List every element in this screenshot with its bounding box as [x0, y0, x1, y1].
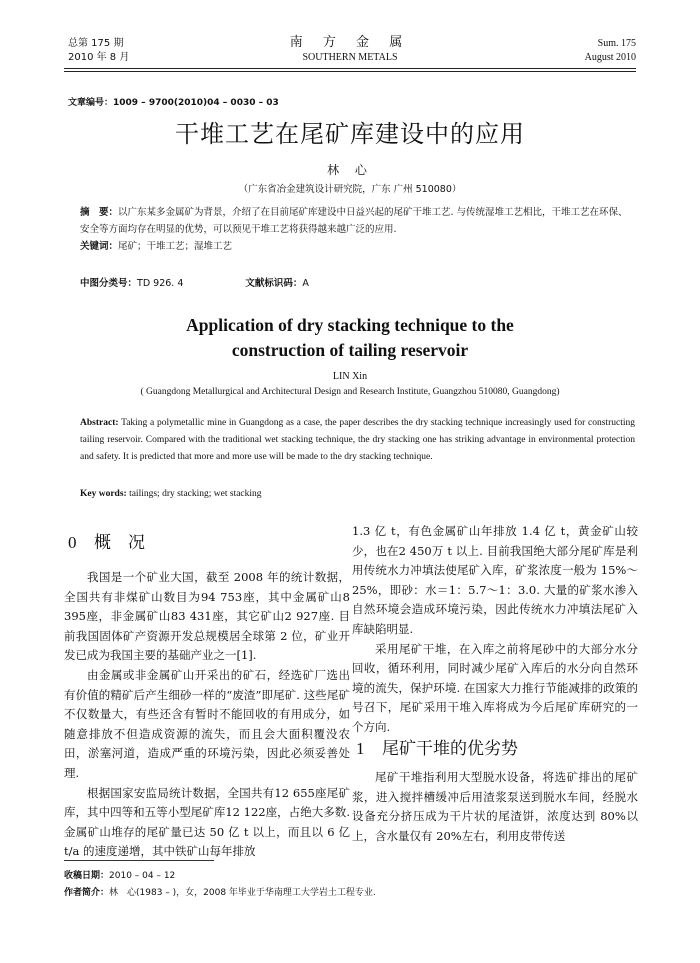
received-date: 2010 – 04 – 12: [109, 871, 176, 881]
abstract-en-text: Taking a polymetallic mine in Guangdong as a case, the paper describes the dry stacking technique increasingly used for constructing tailing reservoir. Compared with the traditional wet stacking technique, the dry stacking one has striking advantage in environmental protection and safety. It is predicted that more and more use will be made to the dry stacking technique.: [80, 418, 635, 463]
issue-number: 总第 175 期: [68, 38, 124, 49]
affiliation-cn: （广东省冶金建筑设计研究院，广东 广州 510080）: [238, 184, 462, 195]
footnote-author: [64, 885, 376, 898]
paragraph: 我国是一个矿业大国，截至 2008 年的统计数据，全国共有非煤矿山数目为94 753座，其中金属矿山8 395座，非金属矿山83 431座，其它矿山2 927座. 目前我国固体矿产资源开发总规模居全球第 2 位，矿业开发已成为我国主要的基础产业之一[1].: [64, 570, 350, 663]
left-column: [64, 568, 350, 862]
section-1-title: 尾矿干堆的优劣势: [382, 739, 518, 759]
classification-row: [80, 275, 309, 289]
paragraph: 根据国家安监局统计数据，全国共有12 655座尾矿库，其中四等和五等小型尾矿库12 122座，占绝大多数. 金属矿山堆存的尾矿量已达 50 亿 t 以上，而且以 6 亿 t/a 的速度递增，其中铁矿山每年排放: [64, 785, 350, 859]
abstract-cn-label: 摘 要：: [80, 207, 119, 218]
author-name-cn: 林 心: [327, 163, 373, 177]
paper-title-en-line2: construction of tailing reservoir: [231, 340, 469, 360]
clc-value: TD 926. 4: [137, 278, 184, 289]
section-1-number: 1: [356, 739, 365, 758]
article-number: 文章编号：1009 – 9700(2010)04 – 0030 – 03: [68, 98, 279, 108]
section-1-body: [352, 768, 638, 846]
author-bio-label: 作者简介：: [64, 888, 110, 898]
paragraph: 尾矿干堆指利用大型脱水设备，将选矿排出的尾矿浆，进入搅拌槽缓冲后用渣浆泵送到脱水车间，经脱水设备充分挤压成为干片状的尾渣饼，浓度达到 80%以上，含水量仅有 20%左右，利用皮带传送: [352, 770, 638, 843]
section-0-title: 概 况: [94, 533, 145, 553]
received-label: 收稿日期：: [64, 871, 110, 881]
journal-name: [250, 34, 450, 65]
keywords-en-label: Key words:: [80, 489, 127, 499]
abstract-en: [80, 415, 635, 467]
right-column: [352, 522, 638, 738]
header-rule-thin: [64, 71, 636, 72]
paragraph: 采用尾矿干堆，在入库之前将尾砂中的大部分水分回收，循环利用，同时减少尾矿入库后的水分向自然环境的流失，保护环境. 在国家大力推行节能减排的政策的号召下，尾矿采用干堆入库将成为今后尾矿库研究的一个方向.: [352, 641, 638, 734]
doc-code-value: A: [302, 278, 309, 289]
author-bio-text: 林 心(1983 – )，女，2008 年毕业于华南理工大学岩土工程专业.: [109, 888, 376, 898]
keywords-en: [80, 489, 262, 499]
keywords-cn-text: 尾矿；干堆工艺；湿堆工艺: [118, 241, 233, 252]
paragraph: 由金属或非金属矿山开采出的矿石，经选矿厂选出有价值的精矿后产生细砂一样的“废渣”即尾矿. 这些尾矿不仅数量大，有些还含有暂时不能回收的有用成分，如随意排放不但造成资源的流失，而且会大面积覆没农田，淤塞河道，造成严重的环境污染，因此必须妥善处理.: [64, 667, 350, 780]
issue-date-en: August 2010: [584, 52, 636, 63]
header-rule: [64, 68, 636, 69]
paper-title-en-line1: Application of dry stacking technique to the: [186, 315, 514, 335]
keywords-cn-label: 关键词：: [80, 241, 119, 252]
abstract-cn-text: 以广东某多金属矿为背景，介绍了在目前尾矿库建设中日益兴起的尾矿干堆工艺. 与传统湿堆工艺相比，干堆工艺在环保、安全等方面均存在明显的优势，可以预见干堆工艺将获得越来越广泛的应用.: [80, 207, 628, 235]
keywords-en-text: tailings; dry stacking; wet stacking: [129, 489, 262, 499]
footnote-rule: [64, 860, 214, 861]
footnote-received: [64, 868, 175, 881]
paragraph: 1.3 亿 t，有色金属矿山年排放 1.4 亿 t，黄金矿山较少，也在2 450万 t 以上. 目前我国绝大部分尾矿库是利用传统水力冲填法使尾矿入库，矿浆浓度一般为 15%～25%，即砂：水＝1：5.7～1：3.0. 大量的矿浆水渗入自然环境会造成环境污染，因此传统水力冲填法尾矿入库缺陷明显.: [352, 524, 638, 636]
doc-code-label: 文献标识码：: [245, 278, 303, 289]
author-name-en: LIN Xin: [332, 371, 368, 382]
paper-title-en: [60, 313, 640, 363]
clc-label: 中图分类号：: [80, 278, 138, 289]
issue-date: 2010 年 8 月: [68, 52, 130, 63]
section-0-number: 0: [68, 533, 77, 552]
journal-name-cn: 南 方 金 属: [289, 35, 411, 50]
section-0-heading: [68, 531, 145, 555]
abstract-cn: [80, 204, 635, 255]
issue-number-en: Sum. 175: [597, 38, 636, 49]
journal-issue-info-en: [585, 37, 636, 65]
paper-title-cn: 干堆工艺在尾矿库建设中的应用: [175, 120, 525, 148]
affiliation-en: ( Guangdong Metallurgical and Architectural Design and Research Institute, Guangzhou 510080, Guangdong): [140, 387, 560, 397]
section-1-heading: [356, 737, 518, 761]
journal-name-en: SOUTHERN METALS: [302, 52, 398, 63]
journal-issue-info: [68, 37, 129, 65]
abstract-en-label: Abstract:: [80, 418, 119, 428]
